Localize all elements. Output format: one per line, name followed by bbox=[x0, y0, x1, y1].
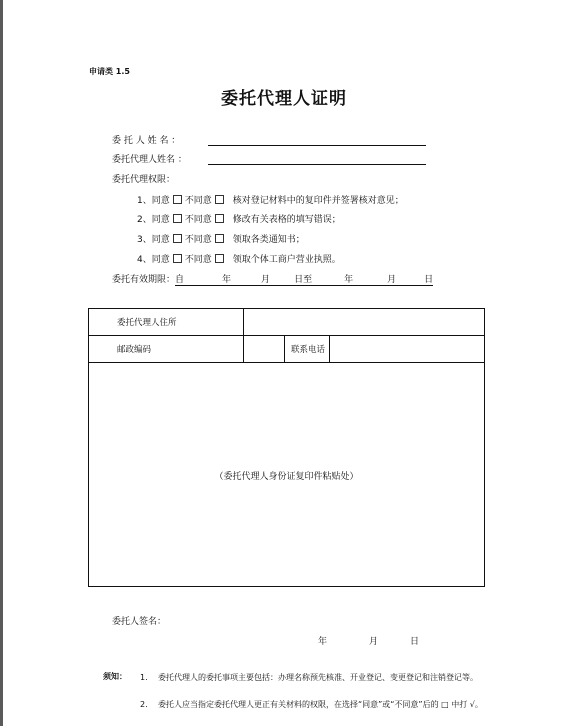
disagree-checkbox[interactable] bbox=[215, 254, 224, 263]
principal-name-field[interactable] bbox=[208, 145, 426, 146]
agent-name-field[interactable] bbox=[208, 164, 426, 165]
signature-date bbox=[318, 634, 419, 647]
permission-number: 1、 bbox=[137, 196, 152, 206]
disagree-label: 不同意 bbox=[184, 196, 212, 206]
permission-item bbox=[137, 252, 341, 265]
permission-item bbox=[137, 212, 341, 225]
disagree-checkbox[interactable] bbox=[215, 214, 224, 223]
validity-day-to: 日至 bbox=[294, 275, 313, 285]
permission-text: 修改有关表格的填写错误； bbox=[232, 215, 341, 225]
id-copy-area[interactable] bbox=[88, 362, 485, 587]
date-month: 月 bbox=[369, 637, 379, 647]
postcode-label: 邮政编码 bbox=[89, 336, 244, 363]
postcode-field[interactable] bbox=[244, 336, 285, 363]
disagree-checkbox[interactable] bbox=[215, 195, 224, 204]
validity-day: 日 bbox=[424, 275, 434, 285]
validity-range-field[interactable] bbox=[175, 272, 433, 286]
validity-year: 年 bbox=[222, 275, 232, 285]
agree-label: 同意 bbox=[151, 196, 170, 206]
note-text: 委托人应当指定委托代理人更正有关材料的权限，在选择“同意”或“不同意”后的 □ 中打 √。 bbox=[158, 700, 483, 709]
permission-item bbox=[137, 232, 305, 245]
agree-checkbox[interactable] bbox=[173, 214, 182, 223]
phone-label: 联系电话 bbox=[285, 336, 330, 363]
note-text: 委托代理人的委托事项主要包括：办理名称预先核准、开业登记、变更登记和注销登记等。 bbox=[158, 673, 478, 682]
permissions-label: 委托代理权限： bbox=[112, 175, 176, 185]
validity-period bbox=[112, 272, 433, 286]
notes-label: 须知： bbox=[103, 672, 127, 681]
page-title: 委托代理人证明 bbox=[221, 89, 347, 109]
phone-field[interactable] bbox=[330, 336, 485, 363]
agree-checkbox[interactable] bbox=[173, 234, 182, 243]
permission-number: 2、 bbox=[137, 215, 152, 225]
disagree-label: 不同意 bbox=[184, 235, 212, 245]
permission-item bbox=[137, 193, 404, 206]
address-label: 委托代理人住所 bbox=[89, 309, 244, 336]
agent-name-label: 委托代理人姓名 ： bbox=[112, 155, 187, 165]
signature-label: 委托人签名： bbox=[112, 617, 167, 627]
agent-info-table bbox=[88, 308, 485, 363]
date-year: 年 bbox=[318, 637, 328, 647]
form-code: 申请类 1.5 bbox=[89, 67, 130, 76]
note-number: 1. bbox=[140, 673, 148, 682]
validity-year: 年 bbox=[344, 275, 354, 285]
permission-text: 领取个体工商户营业执照。 bbox=[232, 255, 341, 265]
agree-checkbox[interactable] bbox=[173, 195, 182, 204]
agree-label: 同意 bbox=[151, 235, 170, 245]
principal-name-label: 委 托 人 姓 名 ： bbox=[112, 136, 181, 146]
agree-label: 同意 bbox=[151, 255, 170, 265]
agree-label: 同意 bbox=[151, 215, 170, 225]
permission-number: 4、 bbox=[137, 255, 152, 265]
validity-month: 月 bbox=[261, 275, 271, 285]
agree-checkbox[interactable] bbox=[173, 254, 182, 263]
date-day: 日 bbox=[410, 637, 420, 647]
validity-month: 月 bbox=[387, 275, 397, 285]
address-field[interactable] bbox=[244, 309, 485, 336]
disagree-label: 不同意 bbox=[184, 255, 212, 265]
permission-text: 领取各类通知书； bbox=[232, 235, 305, 245]
disagree-checkbox[interactable] bbox=[215, 234, 224, 243]
disagree-label: 不同意 bbox=[184, 215, 212, 225]
validity-from: 自 bbox=[175, 275, 185, 285]
permission-text: 核对登记材料中的复印件并签署核对意见； bbox=[232, 196, 404, 206]
note-number: 2. bbox=[140, 700, 148, 709]
permission-number: 3、 bbox=[137, 235, 152, 245]
validity-label: 委托有效期限： bbox=[112, 275, 176, 285]
id-copy-text: （委托代理人身份证复印件粘贴处） bbox=[214, 472, 359, 482]
